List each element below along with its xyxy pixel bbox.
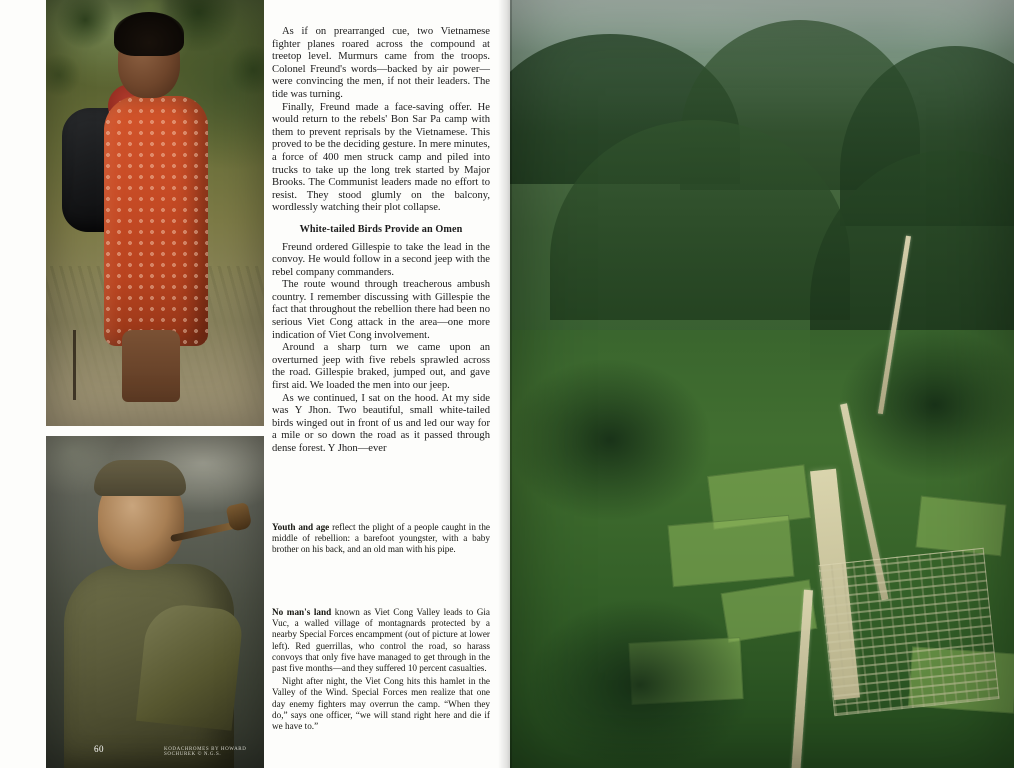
caption-youth-and-age: [272, 522, 490, 556]
boy-legs: [122, 330, 180, 402]
caption-no-mans-land: [272, 607, 490, 732]
walled-village-gia-vuc: [819, 548, 1000, 717]
photo-credit: KODACHROMES BY HOWARD SOCHUREK © N.G.S.: [164, 747, 247, 757]
caption-paragraph-2: Night after night, the Viet Cong hits this hamlet in the Valley of the Wind. Special Forces men realize that one day enemy fighters may overrun the camp. “When they do,” says one officer, “we will stand right here and die if we have to.”: [272, 676, 490, 732]
man-cap: [94, 460, 186, 496]
paragraph: Around a sharp turn we came upon an overturned jeep with five rebels sprawled across the road. Gillespie braked, jumped out, and gave first aid. We loaded the men into our jeep.: [272, 342, 490, 392]
leg-gap: [73, 330, 76, 400]
forest-patch: [510, 360, 710, 520]
rice-paddy: [916, 496, 1007, 557]
text-column: [272, 0, 490, 768]
article-subhead: White-tailed Birds Provide an Omen: [299, 223, 463, 235]
boy-tunic: [104, 96, 208, 346]
tunic-pattern: [104, 96, 208, 346]
photo-old-man-with-pipe: [46, 436, 264, 768]
caption-paragraph: [272, 607, 490, 674]
paragraph: As if on prearranged cue, two Vietnamese fighter planes roared across the compound at treetop level. Murmurs came from the troops. Colonel Freund's words—backed by air power—were convincing the men, if not their leaders. The tide was turning.: [272, 26, 490, 100]
caption-paragraph: [272, 522, 490, 556]
forest-patch: [840, 330, 1014, 480]
article-body: [272, 26, 490, 456]
paragraph: The route wound through treacherous ambush country. I remember discussing with Gillespie the fact that throughout the rebellion there had been no serious Viet Cong attack in the area—one more indication of Viet Cong involvement.: [272, 279, 490, 341]
caption-text: reflect the plight of a people caught in the middle of rebellion: a barefoot youngster, with a baby brother on his back, and an old man with his pipe.: [272, 522, 490, 555]
forest-patch: [530, 600, 750, 768]
caption-lead: Youth and age: [272, 522, 330, 532]
boy-hair: [114, 12, 184, 56]
photo-boy-with-baby: [46, 0, 264, 426]
caption-text: known as Viet Cong Valley leads to Gia Vuc, a walled village of montagnards protected by a nearby Special Forces encampment (out of picture at lower left). Red guerrillas, who control the road, so harass convoys that only five have managed to get through in the past five months—and they suffered 10 percent casualties.: [272, 607, 490, 674]
paragraph: As we continued, I sat on the hood. At my side was Y Jhon. Two beautiful, small white-tailed birds winged out in front of us and led our way for a mile or so down the road as it passed through dense forest. Y Jhon—ever: [272, 392, 490, 454]
photo-aerial-valley: [510, 0, 1014, 768]
paragraph: Freund ordered Gillespie to take the lead in the convoy. He would follow in a second jeep with the rebel company commanders.: [272, 241, 490, 278]
rice-paddy: [668, 515, 795, 587]
paragraph: Finally, Freund made a face-saving offer. He would return to the rebels' Bon Sar Pa camp with them to prevent reprisals by the Vietnamese. This proved to be the deciding gesture. In mere minutes, a force of 400 men struck camp and piled into trucks to take up the long trek started by Major Brooks. The Communist leaders made no effort to resist. They stood glumly on the balcony, wordlessly watching their plot collapse.: [272, 101, 490, 214]
man-arm: [136, 601, 244, 730]
left-photo-column: [46, 0, 264, 768]
page-number: 60: [94, 744, 104, 754]
caption-lead: No man's land: [272, 607, 332, 617]
